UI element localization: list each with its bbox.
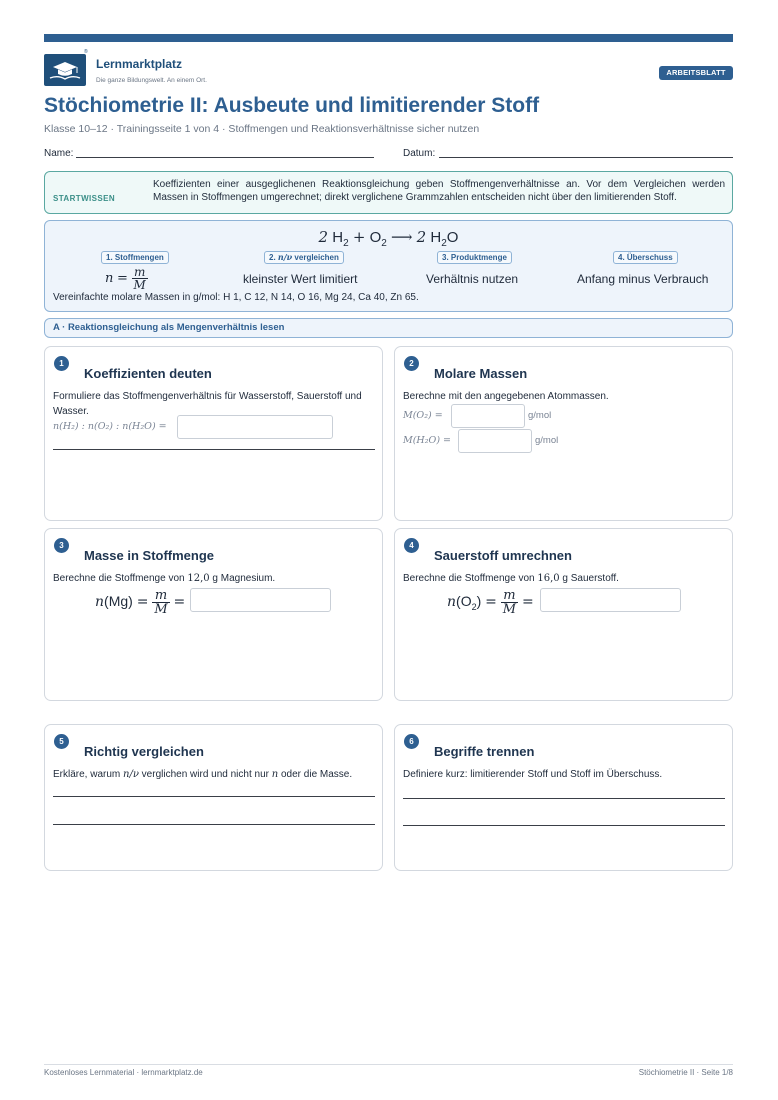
task-card-2	[394, 346, 733, 521]
reaction-panel	[44, 220, 733, 312]
worksheet-badge: ARBEITSBLATT	[659, 66, 733, 80]
step-3-value: Verhältnis nutzen	[426, 272, 519, 286]
step-2-label: 2. n/ν vergleichen	[264, 251, 344, 264]
reaction-equation: 2 $H_2 + O_2$ ⟶ 2 $H_2O$	[318, 228, 459, 249]
molar-mass-o2-unit: g/mol	[528, 410, 552, 421]
footer-divider	[44, 1064, 733, 1065]
task-title: Richtig vergleichen	[84, 744, 204, 759]
o2-mole-formula: $n(O_2)$ = $\frac{m}{M}$ =	[447, 588, 534, 617]
mg-mole-answer-box[interactable]	[190, 588, 331, 612]
startwissen-label: STARTWISSEN	[53, 194, 116, 203]
top-accent-bar	[44, 34, 733, 42]
ratio-answer-box[interactable]	[177, 415, 333, 439]
task-instruction: Berechne mit den angegebenen Atommassen.	[403, 391, 609, 402]
task-title: Sauerstoff umrechnen	[434, 548, 572, 563]
graduation-cap-book-icon	[44, 54, 86, 86]
page-subtitle: Klasse 10–12 · Trainingsseite 1 von 4 · Stoffmengen und Reaktionsverhältnisse sicher nutzen	[44, 123, 480, 135]
answer-line[interactable]	[53, 824, 375, 825]
section-a-header: A · Reaktionsgleichung als Mengenverhältnis lesen	[44, 318, 733, 338]
molar-mass-h2o-unit: g/mol	[535, 435, 559, 446]
task-card-3	[44, 528, 383, 701]
answer-line[interactable]	[53, 796, 375, 797]
footer-left: Kostenloses Lernmaterial · lernmarktplatz.de	[44, 1068, 203, 1077]
molar-mass-h2o-box[interactable]	[458, 429, 532, 453]
step-2-value: kleinster Wert limitiert	[243, 272, 358, 286]
task-instruction: Berechne die Stoffmenge von 12,0 g Magnesium.	[53, 573, 276, 584]
molar-mass-h2o-label: M(H₂O) =	[403, 435, 452, 446]
answer-line[interactable]	[403, 798, 725, 799]
startwissen-box	[44, 171, 733, 214]
startwissen-text: Koeffizienten einer ausgeglichenen Reaktionsgleichung geben Stoffmengenverhältnisse an. Vor dem Vergleichen werden Massen in Stoffmengen umgerechnet; direkt verglichene Grammzahlen entscheiden nicht über den limitierenden Stoff.	[153, 179, 725, 203]
molar-mass-o2-label: M(O₂) =	[403, 410, 443, 421]
step-4-value: Anfang minus Verbrauch	[577, 272, 709, 286]
task-card-5	[44, 724, 383, 871]
step-1-label: 1. Stoffmengen	[101, 251, 169, 264]
brand-name: Lernmarktplatz	[96, 57, 183, 71]
brand-logo	[44, 54, 86, 86]
molar-masses-note: Vereinfachte molare Massen in g/mol: H 1, C 12, N 14, O 16, Mg 24, Ca 40, Zn 65.	[53, 292, 419, 303]
name-label: Name:	[44, 148, 74, 159]
task-card-1	[44, 346, 383, 521]
registered-mark: ®	[84, 49, 88, 55]
task-card-4	[394, 528, 733, 701]
date-label: Datum:	[403, 148, 436, 159]
ratio-formula: n(H₂) : n(O₂) : n(H₂O) =	[53, 421, 167, 432]
task-card-6	[394, 724, 733, 871]
task-title: Molare Massen	[434, 366, 528, 381]
date-line[interactable]	[439, 157, 733, 158]
step-1-formula: n = $\frac{m}{M}$	[105, 265, 146, 292]
task-instruction: Definiere kurz: limitierender Stoff und Stoff im Überschuss.	[403, 769, 663, 780]
task-instruction: Formuliere das Stoffmengenverhältnis für Wasserstoff, Sauerstoff und Wasser.	[53, 391, 362, 417]
task-number-badge: 5	[54, 734, 69, 749]
molar-mass-o2-box[interactable]	[451, 404, 525, 428]
footer-right: Stöchiometrie II · Seite 1/8	[638, 1068, 733, 1077]
name-line[interactable]	[76, 157, 374, 158]
step-3-label: 3. Produktmenge	[437, 251, 512, 264]
answer-line[interactable]	[403, 825, 725, 826]
task-instruction: Berechne die Stoffmenge von 16,0 g Sauerstoff.	[403, 573, 619, 584]
task-title: Begriffe trennen	[434, 744, 535, 759]
task-number-badge: 4	[404, 538, 419, 553]
o2-mole-answer-box[interactable]	[540, 588, 681, 612]
answer-line[interactable]	[53, 449, 375, 450]
task-number-badge: 3	[54, 538, 69, 553]
mg-mole-formula: n(Mg) = $\frac{m}{M}$ =	[95, 588, 186, 617]
brand-tagline: Die ganze Bildungswelt. An einem Ort.	[96, 77, 207, 84]
task-number-badge: 2	[404, 356, 419, 371]
task-title: Koeffizienten deuten	[84, 366, 212, 381]
page-title: Stöchiometrie II: Ausbeute und limitierender Stoff	[44, 94, 540, 117]
task-instruction: Erkläre, warum n/ν verglichen wird und nicht nur n oder die Masse.	[53, 769, 353, 780]
task-title: Masse in Stoffmenge	[84, 548, 215, 563]
step-4-label: 4. Überschuss	[613, 251, 678, 264]
task-number-badge: 1	[54, 356, 69, 371]
task-number-badge: 6	[404, 734, 419, 749]
